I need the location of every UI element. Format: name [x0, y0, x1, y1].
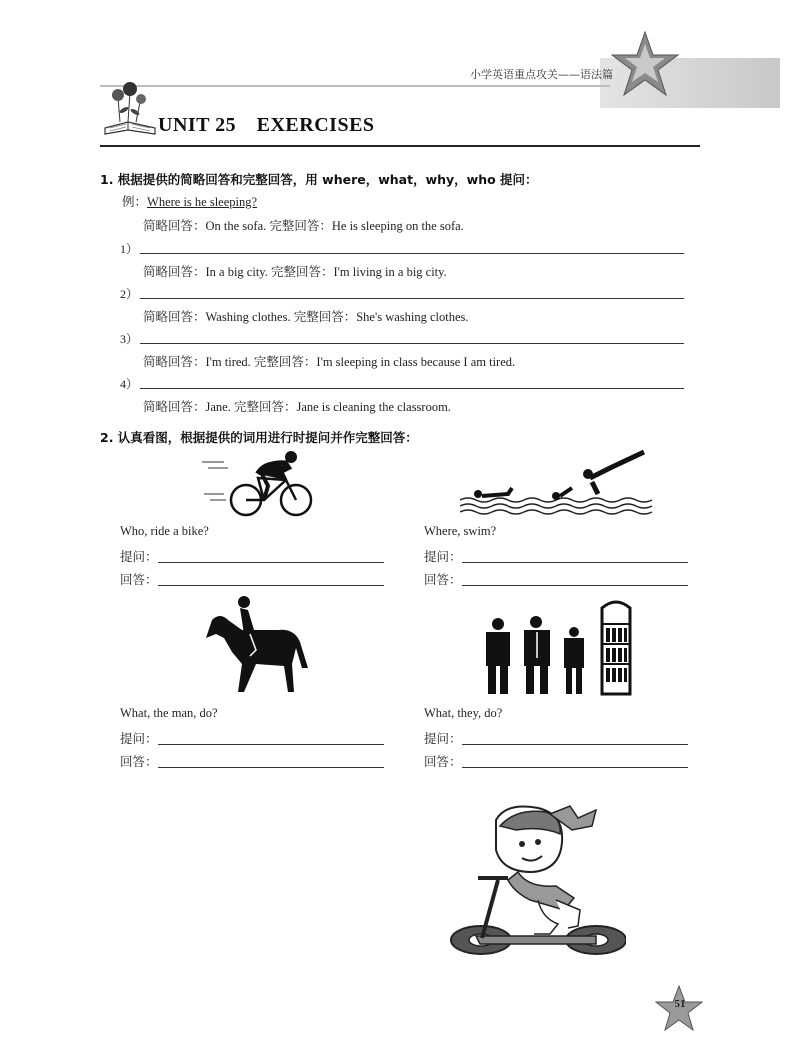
title-rule [100, 145, 700, 147]
answer-line-4[interactable] [140, 388, 684, 389]
page-number: 51 [674, 998, 686, 1010]
item-number: 3） [120, 332, 139, 346]
answer-line-1[interactable] [158, 585, 384, 586]
example-answer: 简略回答：On the sofa. 完整回答：He is sleeping on the sofa. [143, 219, 464, 233]
prompt-cue: What, they, do? [424, 706, 503, 720]
section2-heading: 2. 认真看图，根据提供的词用进行时提问并作完整回答： [100, 430, 418, 445]
item-answer: 简略回答：Jane. 完整回答：Jane is cleaning the classroom. [143, 400, 451, 414]
answer-label: 回答： [120, 573, 158, 587]
example-question: Where is he sleeping? [147, 195, 258, 209]
answer-label: 回答： [424, 755, 462, 769]
star-icon [610, 30, 680, 100]
ask-line-1[interactable] [158, 562, 384, 563]
horse-rider-icon [198, 594, 313, 698]
example-prefix: 例： [122, 195, 148, 209]
section1-heading: 1. 根据提供的简略回答和完整回答，用 where，what，why，who 提问： [100, 172, 538, 187]
series-title: 小学英语重点攻关——语法篇 [470, 68, 613, 81]
ask-line-3[interactable] [158, 744, 384, 745]
answer-line-3[interactable] [158, 767, 384, 768]
ask-label: 提问： [424, 732, 462, 746]
answer-line-4[interactable] [462, 767, 688, 768]
prompt-cue: Where, swim? [424, 524, 497, 538]
answer-line-2[interactable] [140, 298, 684, 299]
prompt-cue: What, the man, do? [120, 706, 218, 720]
ask-line-4[interactable] [462, 744, 688, 745]
unit-title: UNIT 25 EXERCISES [158, 114, 375, 136]
item-number: 1） [120, 242, 139, 256]
cyclist-icon [198, 450, 318, 520]
item-answer: 简略回答：Washing clothes. 完整回答：She's washing clothes. [143, 310, 469, 324]
item-answer: 简略回答：In a big city. 完整回答：I'm living in a big city. [143, 265, 447, 279]
prompt-cue: Who, ride a bike? [120, 524, 209, 538]
ask-label: 提问： [424, 550, 462, 564]
answer-line-2[interactable] [462, 585, 688, 586]
swimmers-icon [460, 448, 660, 516]
ask-label: 提问： [120, 550, 158, 564]
item-number: 4） [120, 377, 139, 391]
item-answer: 简略回答：I'm tired. 完整回答：I'm sleeping in class because I am tired. [143, 355, 516, 369]
ask-label: 提问： [120, 732, 158, 746]
answer-line-3[interactable] [140, 343, 684, 344]
answer-label: 回答： [424, 573, 462, 587]
item-number: 2） [120, 287, 139, 301]
girl-scooter-icon [446, 800, 626, 972]
book-flowers-icon [100, 78, 160, 140]
header-divider [100, 85, 610, 87]
workers-icon [480, 594, 640, 698]
answer-label: 回答： [120, 755, 158, 769]
example-row [122, 192, 257, 210]
answer-line-1[interactable] [140, 253, 684, 254]
ask-line-2[interactable] [462, 562, 688, 563]
